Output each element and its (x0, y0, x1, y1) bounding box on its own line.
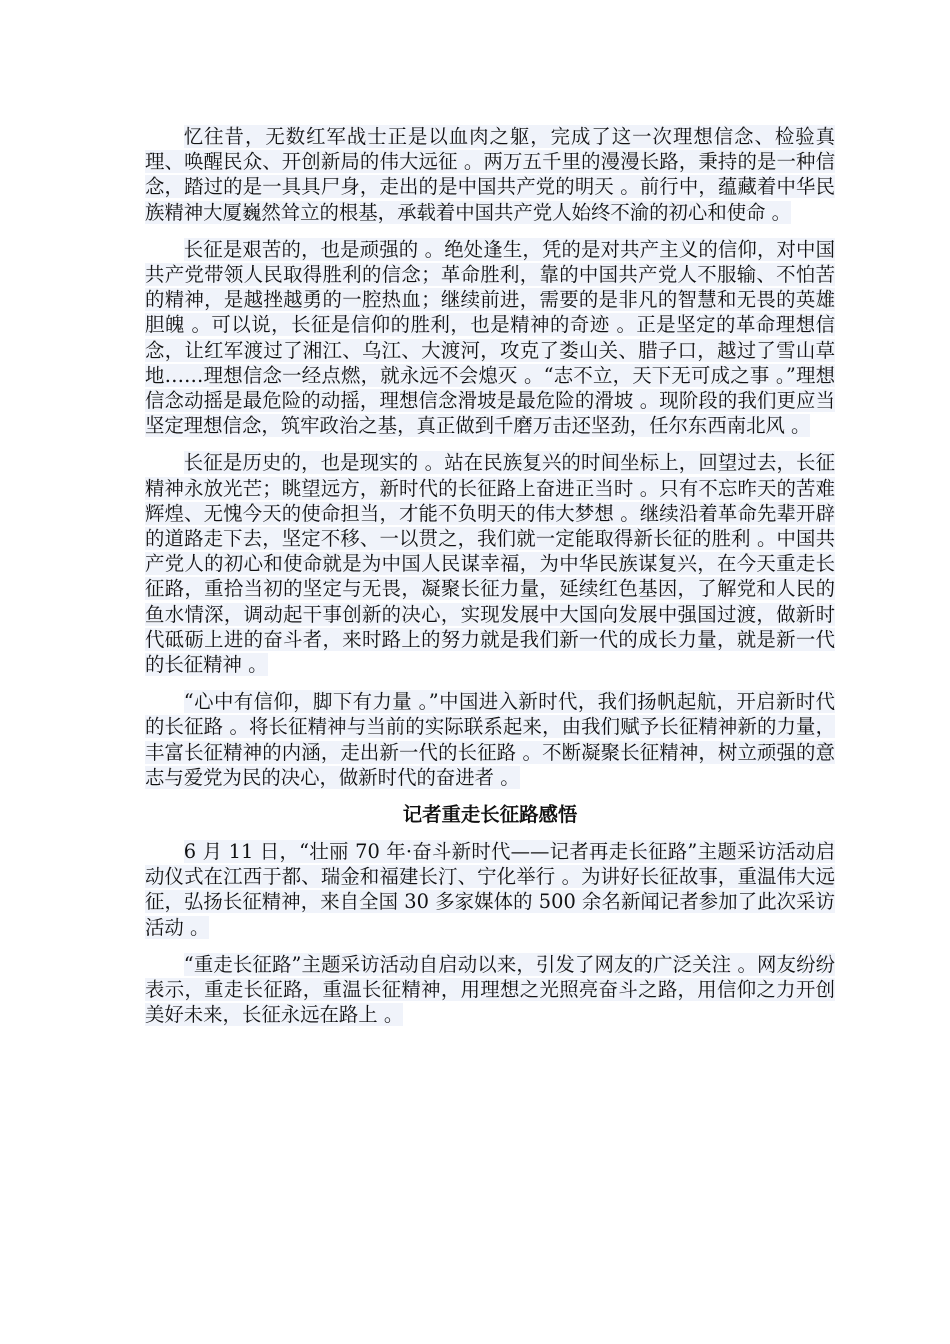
paragraph (145, 237, 835, 439)
paragraph-text: “心中有信仰，脚下有力量 。”中国进入新时代，我们扬帆起航，开启新时代的长征路 。将长征精神与当前的实际联系起来，由我们赋予长征精神新的力量，丰富长征精神的内涵，走出新一代的长征路 。不断凝聚长征精神，树立顽强的意志与爱党为民的决心，做新时代的奋进者 。 (145, 690, 835, 789)
paragraph (145, 450, 835, 677)
paragraph (145, 839, 835, 940)
paragraph-text: 长征是艰苦的，也是顽强的 。绝处逢生，凭的是对共产主义的信仰，对中国共产党带领人民取得胜利的信念；革命胜利，靠的中国共产党人不服输、不怕苦的精神，是越挫越勇的一腔热血；继续前进，需要的是非凡的智慧和无畏的英雄胆魄 。可以说，长征是信仰的胜利，也是精神的奇迹 。正是坚定的革命理想信念，让红军渡过了湘江、乌江、大渡河，攻克了娄山关、腊子口，越过了雪山草地……理想信念一经点燃，就永远不会熄灭 。“志不立，天下无可成之事 。”理想信念动摇是最危险的动摇，理想信念滑坡是最危险的滑坡 。现阶段的我们更应当坚定理想信念，筑牢政治之基，真正做到千磨万击还坚劲，任尔东西南北风 。 (145, 237, 835, 438)
paragraph-text: 长征是历史的，也是现实的 。站在民族复兴的时间坐标上，回望过去，长征精神永放光芒；眺望远方，新时代的长征路上奋进正当时 。只有不忘昨天的苦难辉煌、无愧今天的使命担当，才能不负明天的伟大梦想 。继续沿着革命先辈开辟的道路走下去，坚定不移、一以贯之，我们就一定能取得新长征的胜利 。中国共产党人的初心和使命就是为中国人民谋幸福，为中华民族谋复兴，在今天重走长征路，重拾当初的坚定与无畏，凝聚长征力量，延续红色基因，了解党和人民的鱼水情深，调动起干事创新的决心，实现发展中大国向发展中强国过渡，做新时代砥砺上进的奋斗者，来时路上的努力就是我们新一代的成长力量，就是新一代的长征精神 。 (145, 451, 835, 677)
paragraph (145, 952, 835, 1028)
section-title: 记者重走长征路感悟 (402, 803, 578, 827)
paragraph (145, 124, 835, 225)
document-page (145, 124, 835, 1040)
paragraph-text: “重走长征路”主题采访活动自启动以来，引发了网友的广泛关注 。网友纷纷表示，重走长征路，重温长征精神，用理想之光照亮奋斗之路，用信仰之力开创美好未来，长征永远在路上 。 (145, 952, 835, 1027)
paragraph (145, 689, 835, 790)
paragraph-text: 6 月 11 日，“壮丽 70 年·奋斗新时代——记者再走长征路”主题采访活动启动仪式在江西于都、瑞金和福建长汀、宁化举行 。为讲好长征故事，重温伟大远征，弘扬长征精神，来自全国 30 多家媒体的 500 余名新闻记者参加了此次采访活动 。 (145, 840, 835, 939)
paragraph-text: 忆往昔，无数红军战士正是以血肉之躯，完成了这一次理想信念、检验真理、唤醒民众、开创新局的伟大远征 。两万五千里的漫漫长路，秉持的是一种信念，踏过的是一具具尸身，走出的是中国共产党的明天 。前行中，蕴藏着中华民族精神大厦巍然耸立的根基，承载着中国共产党人始终不渝的初心和使命 。 (145, 125, 835, 224)
